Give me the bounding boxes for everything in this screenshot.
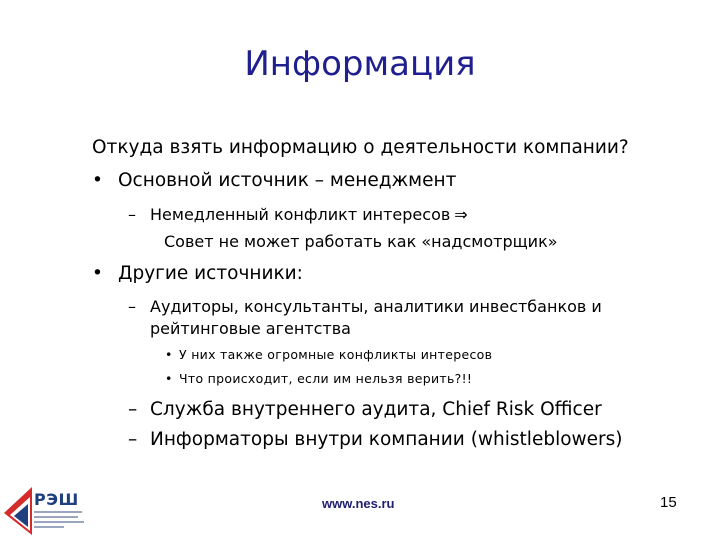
implies-arrow-icon: ⇒ [454, 205, 468, 224]
internal-audit-text: Служба внутреннего аудита, Chief Risk Officer [150, 399, 602, 420]
bullet-icon: • [165, 371, 173, 386]
dash-icon: – [128, 205, 136, 224]
page-number: 15 [660, 494, 677, 511]
subsub-conflicts [165, 347, 492, 362]
bullet-other-sources [92, 263, 303, 284]
slide-title: Информация [244, 44, 476, 84]
subsub-trust-text: Что происходит, если им нельзя верить?!! [179, 371, 473, 386]
intro-text: Откуда взять информацию о деятельности компании? [92, 137, 629, 158]
sub-auditors-line2-text: рейтинговые агентства [150, 319, 351, 338]
whistleblowers [128, 429, 623, 450]
dash-icon: – [128, 297, 136, 316]
sub-conflict-cont-text: Совет не может работать как «надсмотрщик» [164, 232, 558, 251]
bullet-main-source-text: Основной источник – менеджмент [118, 170, 457, 191]
subsub-conflicts-text: У них также огромные конфликты интересов [179, 347, 493, 362]
bullet-icon: • [92, 170, 103, 191]
subsub-trust [165, 371, 472, 386]
intro-line [92, 137, 629, 158]
bullet-other-sources-text: Другие источники: [118, 263, 303, 284]
internal-audit [128, 399, 602, 420]
sub-auditors-line1-text: Аудиторы, консультанты, аналитики инвестбанков и [150, 297, 602, 316]
sub-conflict-text: Немедленный конфликт интересов [150, 205, 451, 224]
sub-auditors-continuation [150, 319, 351, 338]
footer-url[interactable]: www.nes.ru [322, 496, 395, 511]
sub-conflict-continuation [164, 232, 558, 251]
dash-icon: – [128, 399, 138, 420]
logo-text: РЭШ [34, 490, 79, 509]
dash-icon: – [128, 429, 138, 450]
sub-auditors [128, 297, 602, 316]
bullet-icon: • [165, 347, 173, 362]
whistleblowers-text: Информаторы внутри компании (whistleblowers) [150, 429, 623, 450]
bullet-main-source [92, 170, 456, 191]
sub-conflict [128, 205, 468, 224]
bullet-icon: • [92, 263, 103, 284]
